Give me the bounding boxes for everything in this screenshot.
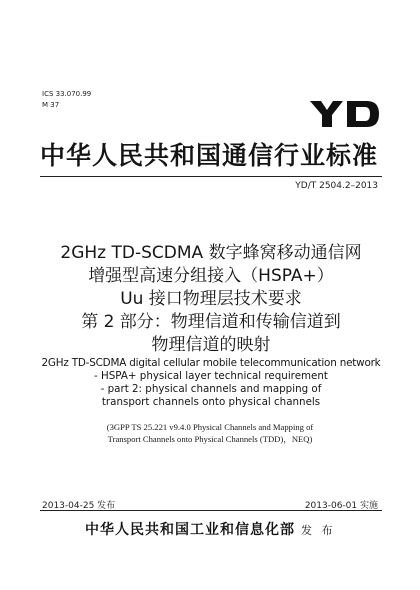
bottom-divider bbox=[40, 510, 382, 511]
chinese-title-line: Uu 接口物理层技术要求 bbox=[120, 289, 302, 309]
chinese-title-line: 物理信道的映射 bbox=[151, 335, 271, 355]
category-code: M 37 bbox=[42, 101, 60, 109]
equivalence-note bbox=[60, 421, 360, 445]
ics-code: ICS 33.070.99 bbox=[42, 90, 92, 98]
issuer-name: 中华人民共和国工业和信息化部 bbox=[85, 522, 295, 538]
standard-number: YD/T 2504.2–2013 bbox=[295, 181, 378, 191]
standard-category-title: 中华人民共和国通信行业标准 bbox=[40, 141, 379, 170]
implementation-date: 2013-06-01 实施 bbox=[304, 501, 378, 511]
chinese-title-line: 2GHz TD-SCDMA 数字蜂窝移动通信网 bbox=[60, 243, 362, 263]
issuer-action: 发 布 bbox=[301, 524, 336, 537]
english-title-line: - HSPA+ physical layer technical requirement bbox=[94, 370, 328, 382]
issuing-authority bbox=[85, 519, 385, 539]
english-title-line: - part 2: physical channels and mapping of bbox=[100, 383, 322, 395]
equivalence-note-line: Transport Channels onto Physical Channels (TDD)，NEQ) bbox=[107, 434, 313, 444]
issue-date: 2013-04-25 发布 bbox=[42, 501, 116, 511]
english-title-line: 2GHz TD-SCDMA digital cellular mobile telecommunication network bbox=[41, 357, 381, 369]
classification-codes bbox=[42, 89, 91, 111]
yd-logo bbox=[308, 101, 380, 127]
top-divider bbox=[40, 176, 382, 177]
chinese-title-line: 增强型高速分组接入（HSPA+） bbox=[88, 266, 334, 286]
english-title bbox=[40, 357, 382, 409]
english-title-line: transport channels onto physical channels bbox=[101, 396, 321, 408]
chinese-title-line: 第 2 部分：物理信道和传输信道到 bbox=[81, 312, 341, 332]
chinese-title bbox=[40, 242, 382, 357]
equivalence-note-line: (3GPP TS 25.221 v9.4.0 Physical Channels and Mapping of bbox=[106, 422, 314, 432]
